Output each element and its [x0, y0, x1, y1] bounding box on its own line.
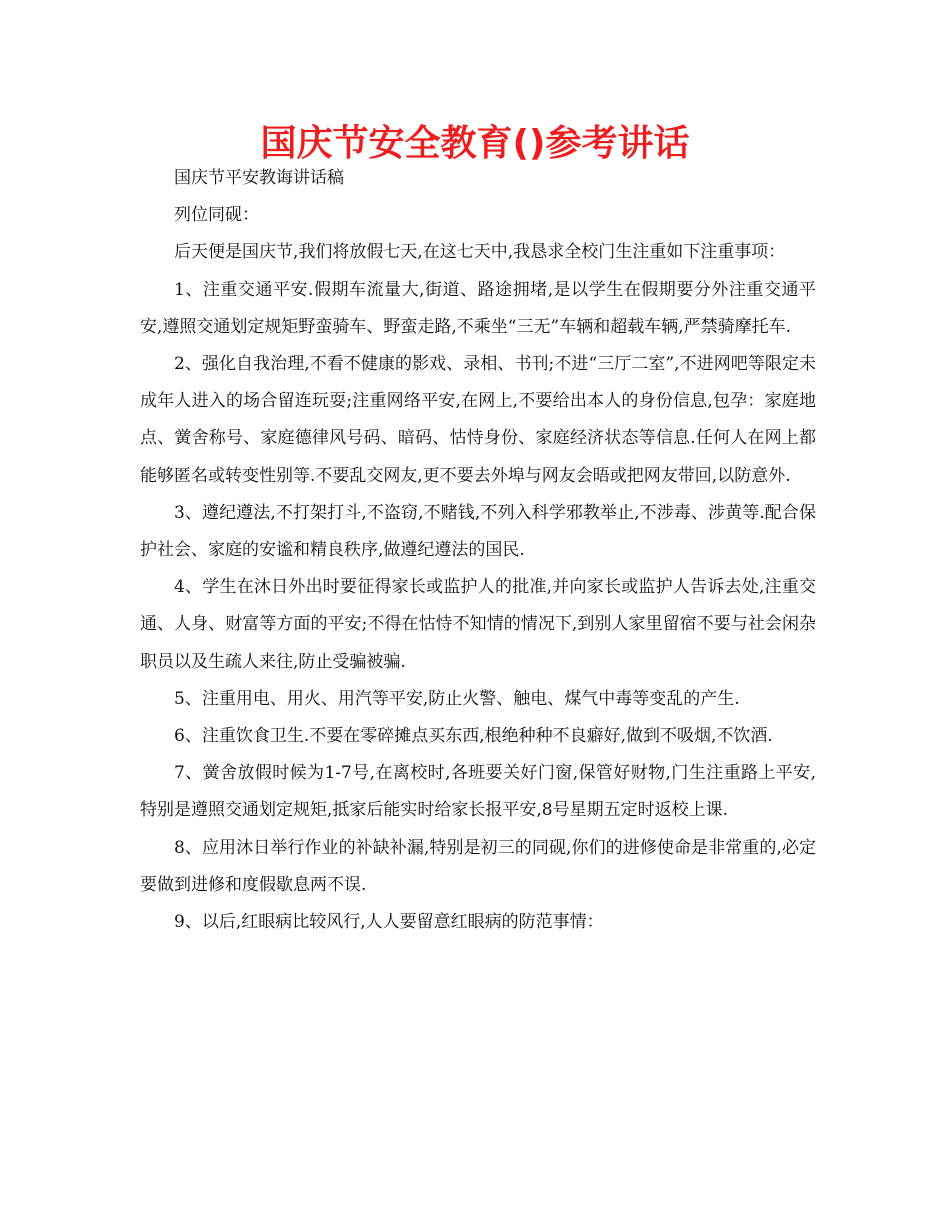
- item-paragraph-4: 4、学生在沐日外出时要征得家长或监护人的批准,并向家长或监护人告诉去处,注重交通、人身、财富等方面的平安;不得在怙恃不知情的情况下,到别人家里留宿不要与社会闲杂职员以及生疏人来往,防止受骗被骗.: [140, 577, 816, 672]
- item-paragraph-5: 5、注重用电、用火、用汽等平安,防止火警、触电、煤气中毒等变乱的产生.: [174, 688, 740, 709]
- document-title: 国庆节安全教育()参考讲话: [260, 123, 690, 164]
- subtitle-paragraph: 国庆节平安教诲讲话稿: [174, 168, 344, 188]
- document-body: [140, 160, 816, 941]
- salutation-paragraph: 列位同砚：: [174, 205, 259, 226]
- item-paragraph-2: 2、强化自我治理,不看不健康的影戏、录相、书刊;不进“三厅二室”,不进网吧等限定未成年人进入的场合留连玩耍;注重网络平安,在网上,不要给出本人的身份信息,包孕：家庭地点、黉舍称号、家庭德律风号码、暗码、怙恃身份、家庭经济状态等信息.任何人在网上都能够匿名或转变性别等.不要乱交网友,更不要去外埠与网友会晤或把网友带回,以防意外.: [140, 354, 816, 486]
- item-paragraph-3: 3、遵纪遵法,不打架打斗,不盗窃,不赌钱,不列入科学邪教举止,不涉毒、涉黄等.配合保护社会、家庭的安谧和精良秩序,做遵纪遵法的国民.: [140, 502, 816, 561]
- intro-paragraph: 后天便是国庆节,我们将放假七天,在这七天中,我恳求全校门生注重如下注重事项：: [174, 242, 786, 263]
- item-paragraph-8: 8、应用沐日举行作业的补缺补漏,特别是初三的同砚,你们的进修使命是非常重的,必定要做到进修和度假歇息两不误.: [140, 837, 816, 895]
- item-paragraph-6: 6、注重饮食卫生.不要在零碎摊点买东西,根绝种种不良癖好,做到不吸烟,不饮酒.: [174, 726, 773, 747]
- item-paragraph-9: 9、以后,红眼病比较风行,人人要留意红眼病的防范事情：: [174, 912, 604, 933]
- item-paragraph-7: 7、黉舍放假时候为1-7号,在离校时,各班要关好门窗,保管好财物,门生注重路上平安,特别是遵照交通划定规矩,抵家后能实时给家长报平安,8号星期五定时返校上课.: [140, 763, 816, 821]
- item-paragraph-1: 1、注重交通平安.假期车流量大,街道、路途拥堵,是以学生在假期要分外注重交通平安,遵照交通划定规矩野蛮骑车、野蛮走路,不乘坐“三无”车辆和超载车辆,严禁骑摩托车.: [140, 279, 816, 337]
